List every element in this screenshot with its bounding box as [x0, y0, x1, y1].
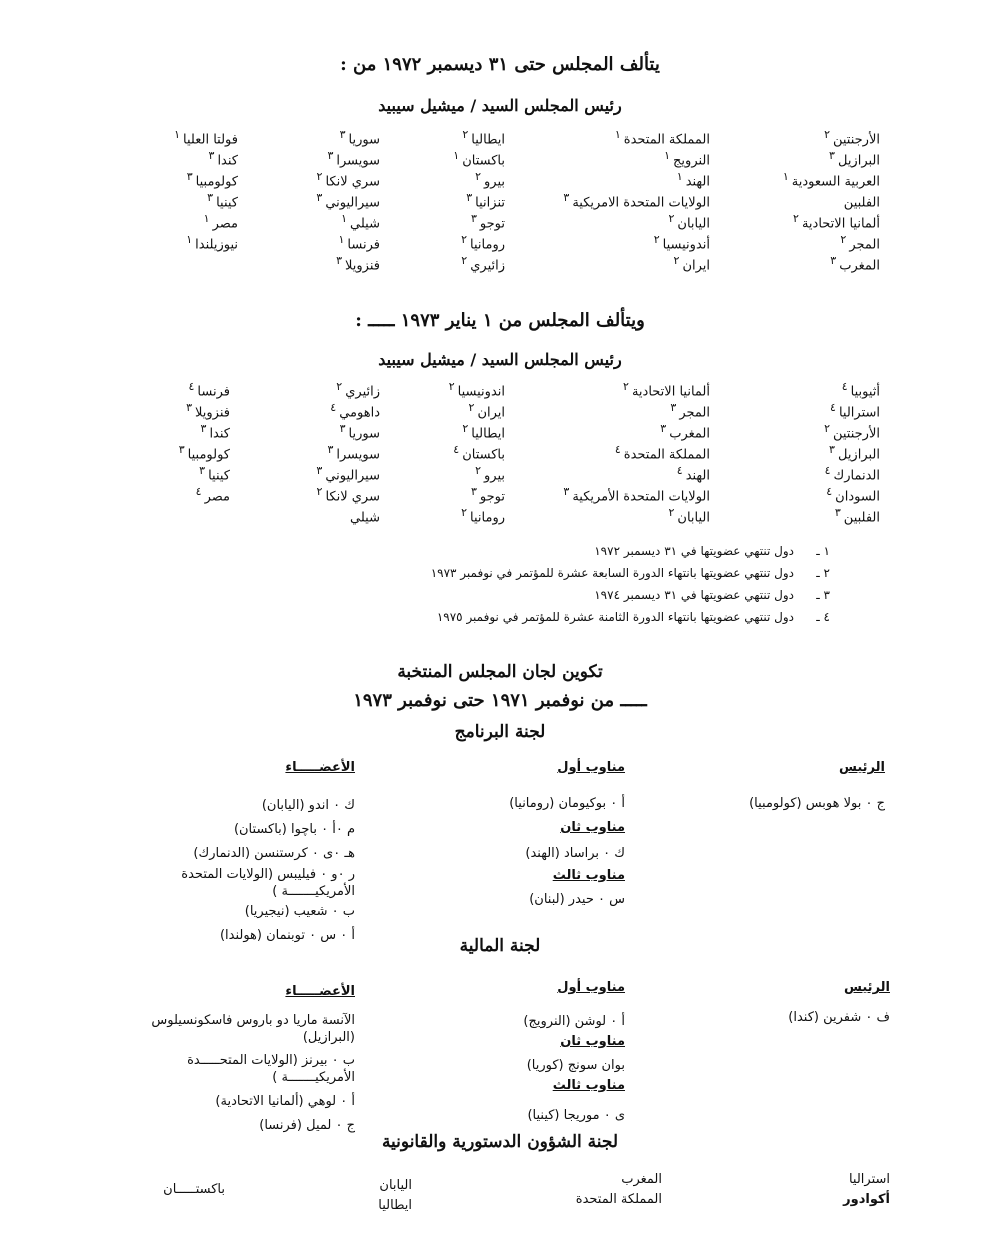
list-item: ألمانيا الاتحادية$^٢$	[793, 212, 880, 232]
list-item: المملكة المتحدة$^١$	[614, 128, 710, 148]
program-vice3: س ٠ حيدر (لبنان)	[529, 892, 625, 907]
finance-chair: ف ٠ شفرين (كندا)	[788, 1010, 890, 1025]
list-item: ر ٠و ٠ فيليبس (الولايات المتحدة	[181, 867, 355, 882]
list-item: كينيا$^٣$	[207, 191, 238, 211]
list-item: سري لانكا$^٢$	[316, 170, 380, 190]
list-item: داهومي$^٤$	[330, 401, 380, 421]
list-item: سوريا$^٣$	[339, 422, 380, 442]
list-item: ج ٠ لميل (فرنسا)	[259, 1118, 355, 1133]
list-item: توجو$^٣$	[470, 485, 505, 505]
section1-president: رئيس المجلس السيد / ميشيل سيبيد	[378, 96, 622, 115]
list-item: ألمانيا الاتحادية$^٢$	[623, 380, 710, 400]
list-item: أثيوبيا$^٤$	[841, 380, 880, 400]
list-item: شيلي	[350, 510, 380, 526]
list-item: سويسرا$^٣$	[327, 443, 380, 463]
program-members-label: الأعضـــــاء	[285, 760, 355, 775]
committees-period: ـــــ من نوفمبر ١٩٧١ حتى نوفمبر ١٩٧٣	[353, 690, 647, 711]
list-item: أكوادور	[843, 1192, 890, 1207]
program-members-list	[181, 794, 355, 948]
list-item: الفلبين	[843, 195, 880, 211]
list-item: فرنسا$^٤$	[188, 380, 230, 400]
list-item: استراليا$^٤$	[830, 401, 880, 421]
finance-vice3-label: مناوب ثالث	[552, 1078, 625, 1093]
list-item: اليابان	[379, 1178, 412, 1193]
list-item: الدنمارك$^٤$	[824, 464, 880, 484]
list-item: سيراليوني$^٣$	[316, 464, 380, 484]
list-item: هـ ٠ى ٠ كرستنسن (الدنمارك)	[193, 846, 355, 861]
list-item: المملكة المتحدة	[575, 1192, 662, 1207]
list-item: بيرو$^٢$	[475, 170, 505, 190]
list-item: البرازيل$^٣$	[829, 149, 880, 169]
list-item: كندا$^٣$	[200, 422, 230, 442]
program-vice3-label: مناوب ثالث	[552, 868, 625, 883]
section2-column-2	[563, 376, 710, 526]
finance-committee-title: لجنة المالية	[459, 936, 541, 956]
list-item: الهند$^٤$	[676, 464, 710, 484]
list-item: أ ٠ س ٠ توبنمان (هولندا)	[219, 928, 355, 943]
list-item: المغرب$^٣$	[660, 422, 710, 442]
list-item: أندونيسيا$^٢$	[653, 233, 710, 253]
program-chair: ج ٠ بولا هوبس (كولومبيا)	[749, 796, 885, 811]
section2-column-5	[178, 376, 230, 505]
list-item: الأرجنتين$^٢$	[824, 422, 880, 442]
program-committee-title: لجنة البرنامج	[454, 722, 546, 742]
list-item: الأمريكيـــــــة )	[272, 1070, 355, 1085]
finance-vice2-label: مناوب ثان	[560, 1034, 625, 1049]
list-item: شيلي$^١$	[341, 212, 380, 232]
list-item: الآنسة ماريا دو باروس فاسكونسيلوس	[151, 1013, 355, 1028]
list-item: سويسرا$^٣$	[327, 149, 380, 169]
list-item: العربية السعودية$^١$	[782, 170, 880, 190]
footnote-2: ٢ ـدول تنتهي عضويتها بانتهاء الدورة السابعة عشرة للمؤتمر في نوفمبر ١٩٧٣	[430, 566, 830, 580]
list-item: باكستـــــان	[163, 1182, 225, 1197]
list-item: ايطاليا$^٢$	[462, 422, 505, 442]
list-item: ب ٠ شعيب (نيجيريا)	[244, 904, 355, 919]
list-item: سوريا$^٣$	[339, 128, 380, 148]
list-item: كولومبيا$^٣$	[186, 170, 238, 190]
list-item: (البرازيل)	[302, 1030, 355, 1045]
legal-column-1	[843, 1168, 890, 1208]
list-item: الأمريكيـــــــة )	[272, 884, 355, 899]
finance-vice3: ى ٠ موريجا (كينيا)	[527, 1108, 625, 1123]
list-item: البرازيل$^٣$	[829, 443, 880, 463]
footnote-4: ٤ ـدول تنتهي عضويتها بانتهاء الدورة الثامنة عشرة للمؤتمر في نوفمبر ١٩٧٥	[436, 610, 830, 624]
list-item: رومانيا$^٢$	[461, 233, 505, 253]
program-chair-label: الرئيس	[839, 760, 885, 775]
legal-column-2	[576, 1170, 662, 1210]
list-item: باكستان$^١$	[453, 149, 505, 169]
section1-column-4	[316, 124, 380, 274]
list-item: سري لانكا$^٢$	[316, 485, 380, 505]
list-item: تنزانيا$^٣$	[466, 191, 505, 211]
list-item: م ٠أ ٠ باچوا (باكستان)	[233, 822, 355, 837]
list-item: النرويج$^١$	[664, 149, 710, 169]
section2-title: ويتألف المجلس من ١ يناير ١٩٧٣ ـــــ :	[355, 310, 645, 331]
list-item: الأرجنتين$^٢$	[824, 128, 880, 148]
section1-title: يتألف المجلس حتى ٣١ ديسمبر ١٩٧٢ من :	[340, 54, 660, 75]
legal-column-3	[378, 1176, 412, 1216]
list-item: السودان$^٤$	[826, 485, 880, 505]
list-item: الولايات المتحدة الامريكية$^٣$	[563, 191, 710, 211]
finance-vice1-label: مناوب أول	[557, 980, 625, 995]
list-item: استراليا	[848, 1172, 890, 1187]
list-item: بيرو$^٢$	[475, 464, 505, 484]
list-item: أ ٠ لوهي (ألمانيا الاتحادية)	[215, 1094, 355, 1109]
list-item: باكستان$^٤$	[453, 443, 505, 463]
section1-column-3	[453, 124, 505, 274]
section1-column-1	[782, 124, 880, 274]
section2-column-1	[824, 376, 880, 526]
list-item: مصر$^١$	[203, 212, 238, 232]
list-item: الهند$^١$	[676, 170, 710, 190]
section1-members	[0, 124, 1000, 294]
list-item: كولومبيا$^٣$	[178, 443, 230, 463]
list-item: فولتا العليا$^١$	[174, 128, 238, 148]
list-item: المملكة المتحدة$^٤$	[614, 443, 710, 463]
list-item: الولايات المتحدة الأمريكية$^٣$	[563, 485, 710, 505]
list-item: ايران$^٢$	[468, 401, 505, 421]
list-item: اليابان$^٢$	[668, 212, 710, 232]
section1-column-5	[174, 124, 238, 253]
list-item: فنزويلا$^٣$	[186, 401, 230, 421]
finance-vice2: بوان سونج (كوريا)	[526, 1058, 625, 1073]
list-item: اندونيسيا$^٢$	[448, 380, 505, 400]
list-item: رومانيا$^٢$	[461, 506, 505, 526]
finance-vice1: أ ٠ لوشن (النرويج)	[523, 1014, 625, 1029]
list-item: فرنسا$^١$	[338, 233, 380, 253]
list-item: زائيري$^٢$	[461, 254, 505, 274]
section1-column-2	[563, 124, 710, 274]
program-vice1-label: مناوب أول	[557, 760, 625, 775]
legal-column-4	[163, 1178, 225, 1202]
finance-members-list	[151, 1012, 355, 1138]
list-item: كندا$^٣$	[208, 149, 238, 169]
program-vice1: أ ٠ بوكيومان (رومانيا)	[509, 796, 625, 811]
list-item: ايطاليا	[378, 1198, 412, 1213]
footnote-3: ٣ ـدول تنتهي عضويتها في ٣١ ديسمبر ١٩٧٤	[594, 588, 830, 602]
section2-column-4	[316, 376, 380, 526]
program-vice2-label: مناوب ثان	[560, 820, 625, 835]
footnote-1: ١ ـدول تنتهي عضويتها في ٣١ ديسمبر ١٩٧٢	[594, 544, 830, 558]
legal-committee-title: لجنة الشؤون الدستورية والقانونية	[381, 1132, 619, 1152]
section2-column-3	[448, 376, 505, 526]
finance-chair-label: الرئيس	[844, 980, 890, 995]
committees-title: تكوين لجان المجلس المنتخبة	[397, 662, 603, 682]
list-item: المغرب$^٣$	[830, 254, 880, 274]
section2-members	[0, 376, 1000, 536]
list-item: ك ٠ اندو (اليابان)	[261, 798, 355, 813]
list-item: المجر$^٣$	[670, 401, 710, 421]
section2-president: رئيس المجلس السيد / ميشيل سيبيد	[378, 350, 622, 369]
list-item: ب ٠ بيرنز (الولايات المتحـــــدة	[187, 1053, 355, 1068]
list-item: نيوزيلندا$^١$	[186, 233, 238, 253]
list-item: ايران$^٢$	[673, 254, 710, 274]
list-item: ايطاليا$^٢$	[462, 128, 505, 148]
list-item: المغرب	[621, 1172, 662, 1187]
list-item: المجر$^٢$	[840, 233, 880, 253]
list-item: الفلبين$^٣$	[834, 506, 880, 526]
list-item: كينيا$^٣$	[199, 464, 230, 484]
program-vice2: ك ٠ براساد (الهند)	[525, 846, 625, 861]
list-item: اليابان$^٢$	[668, 506, 710, 526]
list-item: سيراليوني$^٣$	[316, 191, 380, 211]
finance-members-label: الأعضـــــاء	[285, 984, 355, 999]
list-item: فنزويلا$^٣$	[336, 254, 380, 274]
list-item: زائيري$^٢$	[336, 380, 380, 400]
list-item: مصر$^٤$	[195, 485, 230, 505]
list-item: توجو$^٣$	[470, 212, 505, 232]
